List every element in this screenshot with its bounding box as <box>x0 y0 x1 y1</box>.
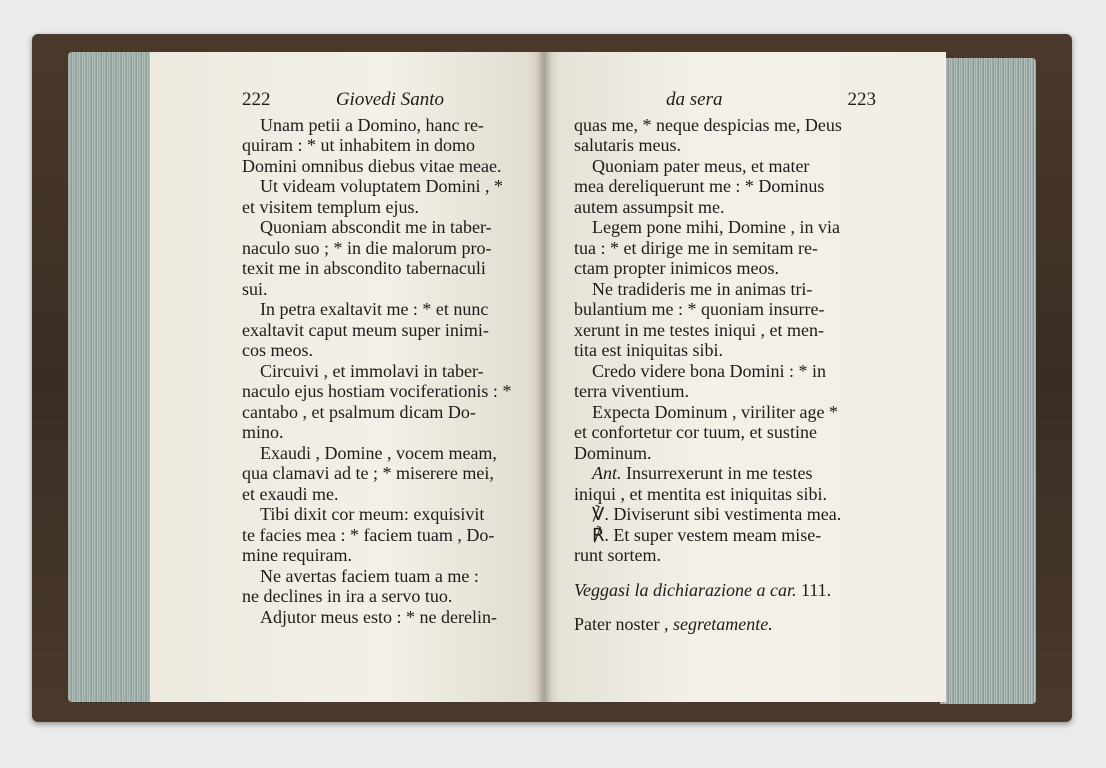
left-page-header <box>242 90 536 111</box>
left-page-edges <box>68 52 158 702</box>
text-line: tita est iniquitas sibi. <box>574 340 723 360</box>
note-line <box>574 580 876 601</box>
text-line: terra viventium. <box>574 381 689 401</box>
text-line: naculo suo ; * in die malorum pro- <box>242 237 492 258</box>
left-page-text <box>242 115 536 628</box>
antiphon-line <box>574 463 876 484</box>
text-line: Legem pone mihi, Domine , in via <box>592 217 840 237</box>
left-page-number: 222 <box>242 89 271 110</box>
response-line <box>574 525 876 546</box>
text-line: bulantium me : * quoniam insurre- <box>574 299 825 319</box>
response-text-2: runt sortem. <box>574 545 661 565</box>
text-line: naculo ejus hostiam vociferationis : * <box>242 381 512 401</box>
left-page <box>150 52 544 702</box>
text-line: qua clamavi ad te ; * miserere mei, <box>242 463 494 483</box>
text-line: autem assumpsit me. <box>574 196 725 217</box>
text-line: Ne tradideris me in animas tri- <box>592 278 813 299</box>
right-running-title: da sera <box>666 89 723 110</box>
text-line: sui. <box>242 278 268 299</box>
text-line: xerunt in me testes iniqui , et men- <box>574 319 824 340</box>
versicle-line <box>574 504 876 525</box>
left-running-title: Giovedi Santo <box>335 89 444 110</box>
text-line: In petra exaltavit me : * et nunc <box>260 299 489 319</box>
text-line: Unam petii a Domino, hanc re- <box>260 114 484 135</box>
text-line: Quoniam pater meus, et mater <box>592 155 810 176</box>
antiphon-text-1: Insurrexerunt in me testes <box>626 463 813 483</box>
text-line: tua : * et dirige me in semitam re- <box>574 237 818 258</box>
text-line: texit me in abscondito tabernaculi <box>242 258 486 278</box>
text-line: quiram : * ut inhabitem in domo <box>242 135 475 155</box>
pater-italic: segretamente. <box>672 614 773 634</box>
versicle-text: Diviserunt sibi vestimenta mea. <box>613 504 842 524</box>
response-text-1: Et super vestem meam mise- <box>613 524 822 545</box>
text-line: quas me, * neque despicias me, Deus <box>574 114 842 135</box>
note-italic: Veggasi la dichiarazione a car. <box>574 579 797 600</box>
text-line: et confortetur cor tuum, et sustine <box>574 422 817 442</box>
text-line: cos meos. <box>242 340 313 360</box>
right-page <box>544 52 946 702</box>
right-page-edges <box>940 58 1036 704</box>
text-line: Ut videam voluptatem Domini , * <box>260 176 503 196</box>
text-line: exaltavit caput meum super inimi- <box>242 319 489 340</box>
text-line: et visitem templum ejus. <box>242 196 419 217</box>
book-gutter <box>536 52 552 702</box>
antiphon-label: Ant. <box>592 463 622 483</box>
right-page-header <box>574 90 876 111</box>
pater-line <box>574 614 876 635</box>
text-line: Ne avertas faciem tuam a me : <box>260 565 479 586</box>
text-line: Credo videre bona Domini : * in <box>592 360 826 381</box>
antiphon-text-2: iniqui , et mentita est iniquitas sibi. <box>574 483 827 504</box>
text-line: et exaudi me. <box>242 483 339 504</box>
text-line: salutaris meus. <box>574 135 681 155</box>
text-line: te facies mea : * faciem tuam , Do- <box>242 524 495 545</box>
text-line: Exaudi , Domine , vocem meam, <box>260 442 497 463</box>
text-line: Dominum. <box>574 442 652 463</box>
text-line: mea dereliquerunt me : * Dominus <box>574 176 825 196</box>
text-line: mino. <box>242 422 284 442</box>
text-line: ne declines in ira a servo tuo. <box>242 586 453 606</box>
text-line: Expecta Dominum , viriliter age * <box>592 401 838 422</box>
text-line: ctam propter inimicos meos. <box>574 258 779 278</box>
text-line: Domini omnibus diebus vitae meae. <box>242 155 502 176</box>
versicle-symbol: ℣. <box>592 504 609 524</box>
text-line: Tibi dixit cor meum: exquisivit <box>260 504 485 524</box>
text-line: Adjutor meus esto : * ne derelin- <box>260 606 497 627</box>
text-line: Circuivi , et immolavi in taber- <box>260 360 484 381</box>
right-page-number: 223 <box>847 89 876 110</box>
right-page-text <box>574 115 876 464</box>
pater-text: Pater noster , <box>574 614 669 634</box>
text-line: Quoniam abscondit me in taber- <box>260 217 492 237</box>
text-line: cantabo , et psalmum dicam Do- <box>242 401 476 422</box>
response-symbol: ℟. <box>592 524 609 545</box>
note-number: 111. <box>801 579 832 600</box>
text-line: mine requiram. <box>242 545 352 565</box>
